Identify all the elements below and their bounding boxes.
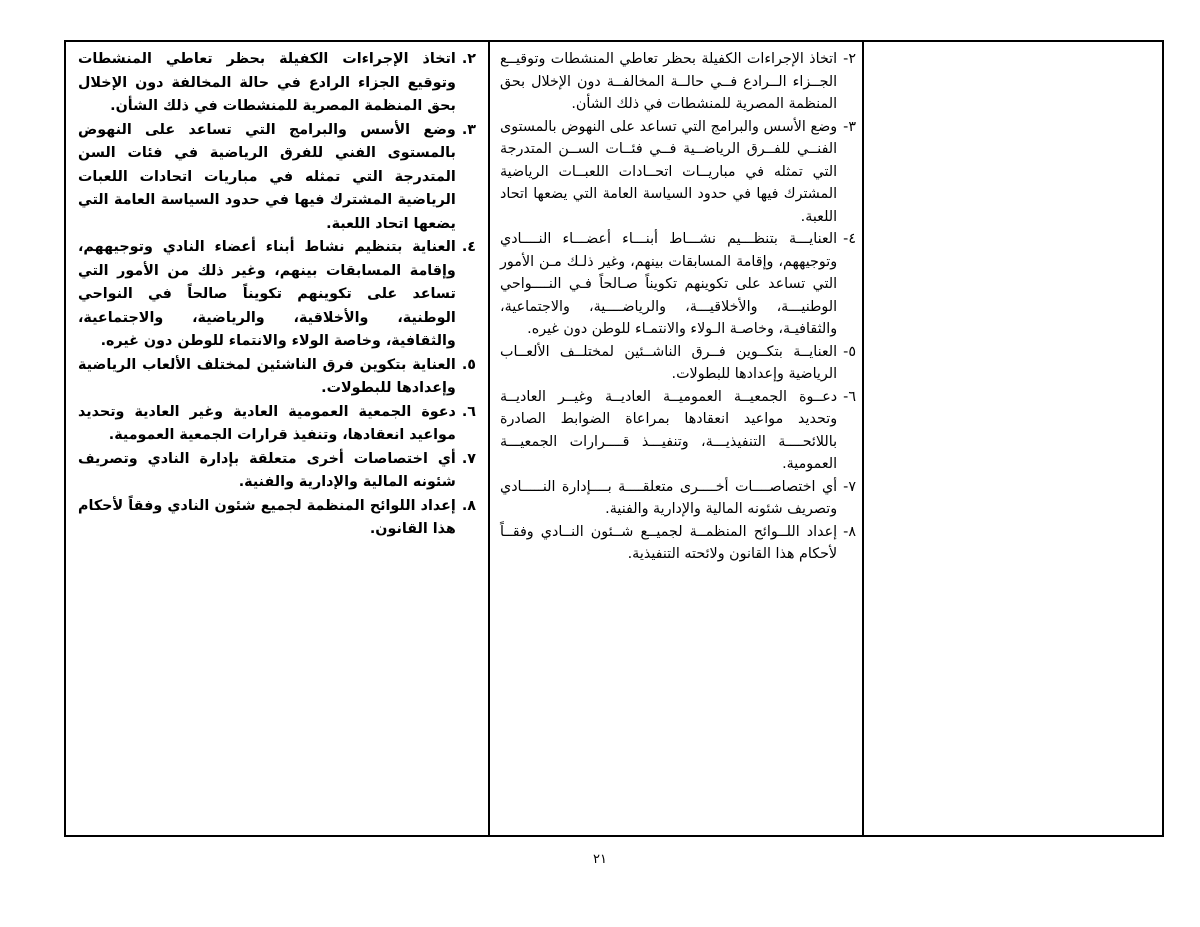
comparison-table xyxy=(64,40,1164,837)
item-text: أي اختصاصات أخرى متعلقة بإدارة النادي وتصريف شئونه المالية والإدارية والفنية. xyxy=(78,450,456,490)
item-number: ٢. xyxy=(461,51,476,67)
list-item xyxy=(500,386,856,476)
item-text: إعداد اللــوائح المنظمــة لجميــع شــئون النــادي وفقــاً لأحكام هذا القانون ولائحته التنفيذية. xyxy=(500,523,838,562)
list-item xyxy=(78,48,476,119)
item-text: دعوة الجمعية العمومية العادية وغير العادية وتحديد مواعيد انعقادها، وتنفيذ قرارات الجمعية العمومية. xyxy=(78,403,456,443)
item-number: ٥- xyxy=(843,343,856,360)
item-text: وضع الأسس والبرامج التي تساعد على النهوض بالمستوى الفنــي للفــرق الرياضــية فــي فئــات الســن المتدرجة التي تمثله في مباريــات اتحــادات اللعبــات الرياضية المشترك فيها في حدود السياسة العامة التي يضعها اتحاد اللعبة. xyxy=(500,118,838,225)
item-number: ٥. xyxy=(461,356,476,373)
page-number: ٢١ xyxy=(593,852,607,867)
item-number: ٣- xyxy=(843,118,856,135)
list-item xyxy=(78,448,476,495)
list-item xyxy=(500,341,856,386)
item-text: أي اختصاصــــات أخــــرى متعلقــــة بــــإدارة النـــــادي وتصريف شئونه المالية والإدارية والفنية. xyxy=(500,478,838,517)
item-number: ٦- xyxy=(843,388,856,405)
amended-text-column xyxy=(66,42,488,835)
item-text: اتخاذ الإجراءات الكفيلة بحظر تعاطي المنشطات وتوقيــع الجــزاء الــرادع فــي حالــة المخالفــة دون الإخلال بحق المنظمة المصرية للمنشطات في ذلك الشأن. xyxy=(500,51,838,112)
list-item xyxy=(78,495,476,542)
list-item xyxy=(500,476,856,521)
list-item xyxy=(500,48,856,116)
item-number: ٤. xyxy=(461,239,476,255)
list-item xyxy=(500,521,856,566)
item-text: العناية بتكوين فرق الناشئين لمختلف الألعاب الرياضية وإعدادها للبطولات. xyxy=(78,356,456,396)
item-number: ٣. xyxy=(461,121,476,138)
item-text: وضع الأسس والبرامج التي تساعد على النهوض بالمستوى الفني للفرق الرياضية في فئات السن المتدرجة التي تمثله في مباريات اتحادات اللعبات الرياضية المشترك فيها في حدود السياسة العامة التي يضعها اتحاد اللعبة. xyxy=(78,121,456,232)
empty-notes-column xyxy=(862,42,1162,835)
list-item xyxy=(78,354,476,401)
list-item xyxy=(78,401,476,448)
item-text: إعداد اللوائح المنظمة لجميع شئون النادي وفقاً لأحكام هذا القانون. xyxy=(78,497,456,537)
list-item xyxy=(500,228,856,341)
item-number: ٨. xyxy=(461,497,476,514)
list-item xyxy=(78,119,476,237)
item-text: العناية بتنظيم نشاط أبناء أعضاء النادي وتوجيههم، وإقامة المسابقات بينهم، وغير ذلك من الأمور التي تساعد على تكوينهم تكويناً صالحاً في النواحي الوطنية، والأخلاقية، والرياضية، والاجتماعية، والثقافية، وخاصة الولاء والانتماء للوطن دون غيره. xyxy=(78,239,456,349)
item-number: ٢- xyxy=(843,51,856,67)
item-number: ٦. xyxy=(461,403,476,420)
item-number: ٧. xyxy=(461,450,476,467)
list-item xyxy=(500,116,856,229)
item-number: ٤- xyxy=(843,231,856,247)
item-number: ٨- xyxy=(843,523,856,540)
original-text-column xyxy=(488,42,862,835)
item-text: العنايــة بتكــوين فــرق الناشــئين لمختلــف الألعــاب الرياضية وإعدادها للبطولات. xyxy=(500,343,838,382)
item-number: ٧- xyxy=(843,478,856,495)
list-item xyxy=(78,236,476,354)
item-text: دعــوة الجمعيــة العموميــة العاديــة وغيــر العاديــة وتحديد مواعيد انعقادها بمراعاة الضوابط الصادرة باللائحــــة التنفيذيـــة، وتنفيـــذ قــــرارات الجمعيـــة العمومية. xyxy=(500,388,838,472)
item-text: العنايـــة بتنظـــيم نشـــاط أبنـــاء أعضـــاء النــــادي وتوجيههم، وإقامة المسابقات بينهم، وغير ذلـك مـن الأمور التي تساعد على تكوينهم تكويناً صـالحاً فـي النــــواحي الوطنيـــة، والأخلاقيـــة، والرياضــــية، والاجتماعية، والثقافيـة، وخاصـة الـولاء والانتمـاء للوطن دون غيره. xyxy=(500,231,838,337)
item-text: اتخاذ الإجراءات الكفيلة بحظر تعاطي المنشطات وتوقيع الجزاء الرادع في حالة المخالفة دون الإخلال بحق المنظمة المصرية للمنشطات في ذلك الشأن. xyxy=(78,51,456,114)
